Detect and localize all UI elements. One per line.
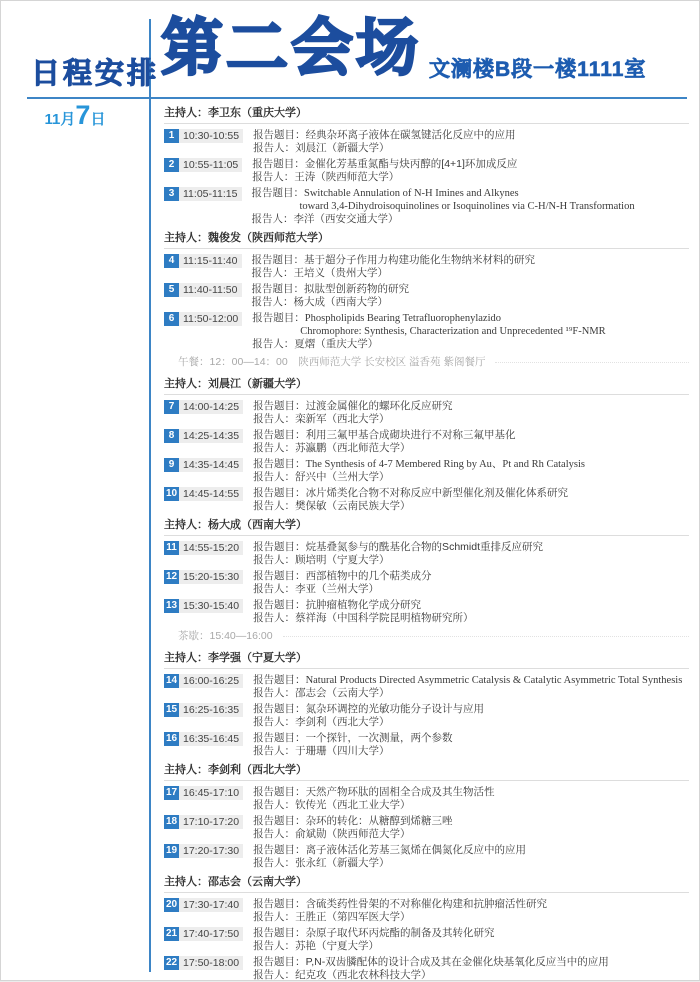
talk-speaker-text: 钦传光（西北工业大学） (295, 799, 411, 811)
talk-title-label: 报告题目： (253, 541, 306, 553)
item-time (164, 487, 243, 501)
item-details (252, 283, 690, 309)
talk-speaker-text: 蔡祥海（中国科学院昆明植物研究所） (295, 612, 474, 624)
talk-speaker-text: 于珊珊（四川大学） (295, 745, 390, 757)
item-number-badge: 13 (165, 600, 178, 611)
item-time (164, 187, 242, 201)
talk-title-text: 一个探针，一次测量，两个参数 (305, 732, 453, 744)
item-time (164, 400, 243, 414)
talk-speaker-label: 报告人： (253, 969, 296, 981)
item-time-range: 16:00-16:25 (183, 675, 240, 687)
item-details (253, 487, 689, 513)
talk-title-text: 抗肿瘤植物化学成分研究 (305, 599, 422, 611)
session-section (164, 229, 689, 373)
talk-speaker (252, 338, 689, 351)
schedule-item (164, 927, 689, 953)
item-time (164, 254, 242, 268)
schedule-item (164, 844, 689, 870)
talk-title-label: 报告题目： (253, 927, 306, 939)
talk-speaker-label: 报告人： (253, 745, 296, 757)
talk-title-label: 报告题目： (253, 732, 306, 744)
lunch-break: 午餐：12：00—14：00 陕西师范大学 长安校区 溢香苑 紫阁餐厅 (164, 354, 689, 373)
item-time-range: 17:50-18:00 (183, 957, 240, 969)
schedule-item (164, 158, 689, 184)
item-time-range: 10:55-11:05 (183, 159, 239, 171)
item-time-range: 16:25-16:35 (183, 704, 240, 716)
item-details (253, 956, 689, 982)
talk-speaker-text: 李亚（兰州大学） (295, 583, 380, 595)
talk-title (253, 400, 689, 413)
talk-speaker-label: 报告人： (253, 583, 296, 595)
talk-title (252, 254, 690, 267)
item-number-badge: 17 (165, 787, 178, 798)
talk-title-label: 报告题目： (251, 187, 304, 199)
schedule-item (164, 956, 689, 982)
item-number-badge: 19 (165, 845, 178, 856)
date-day: 7 (75, 100, 91, 130)
item-time (164, 815, 243, 829)
talk-speaker (252, 267, 690, 280)
talk-speaker-text: 俞斌勋（陕西师范大学） (295, 828, 411, 840)
talk-speaker-text: 李剑利（西北大学） (295, 716, 390, 728)
talk-speaker (253, 799, 689, 812)
schedule-item (164, 703, 689, 729)
item-time (164, 458, 243, 472)
item-details (253, 570, 689, 596)
talk-title (253, 599, 689, 612)
schedule-item (164, 570, 689, 596)
talk-title-label: 报告题目： (253, 898, 306, 910)
item-time (164, 703, 243, 717)
item-time-range: 11:15-11:40 (183, 255, 238, 267)
talk-title-label: 报告题目： (253, 674, 306, 686)
item-number-badge: 16 (165, 733, 178, 744)
talk-speaker (252, 171, 689, 184)
talk-speaker-text: 王胜正（第四军医大学） (295, 911, 411, 923)
talk-speaker-text: 顾培明（宁夏大学） (295, 554, 390, 566)
item-details (252, 254, 690, 280)
talk-title (253, 844, 689, 857)
talk-title-label: 报告题目： (253, 570, 306, 582)
item-number-badge: 3 (164, 187, 179, 201)
session-section (164, 104, 689, 226)
item-time-range: 17:40-17:50 (183, 928, 240, 940)
talk-title (253, 703, 689, 716)
item-time (164, 674, 243, 688)
item-time-range: 11:40-11:50 (183, 284, 238, 296)
talk-speaker-label: 报告人： (253, 471, 296, 483)
talk-speaker (252, 213, 690, 226)
talk-speaker (253, 687, 689, 700)
item-details (253, 815, 689, 841)
date-suffix: 日 (90, 111, 106, 128)
talk-speaker (253, 857, 689, 870)
item-number-badge: 22 (165, 957, 178, 968)
talk-speaker-text: 苏瀛鹏（西北师范大学） (295, 442, 411, 454)
schedule-content (164, 104, 689, 981)
talk-speaker (253, 612, 689, 625)
talk-title-text: Natural Products Directed Asymmetric Catalysis & Catalytic Asymmetric Total Synthesis (305, 675, 683, 686)
talk-title-text: 基于超分子作用力构建功能化生物纳米材料的研究 (304, 254, 535, 266)
talk-title-label: 报告题目： (253, 400, 306, 412)
talk-title (252, 187, 690, 200)
session-chair: 主持人：李学强（宁夏大学） (164, 649, 689, 669)
item-time-range: 17:30-17:40 (183, 899, 240, 911)
talk-speaker-text: 刘晨江（新疆大学） (295, 142, 390, 154)
talk-speaker (253, 911, 689, 924)
schedule-item (164, 487, 689, 513)
talk-title-label: 报告题目： (253, 956, 306, 968)
page-title: 第二会场 (161, 14, 422, 83)
talk-title (253, 898, 689, 911)
session-section (164, 873, 689, 982)
talk-title (253, 458, 689, 471)
talk-speaker-text: 王培义（贵州大学） (293, 267, 388, 279)
item-details (253, 732, 689, 758)
talk-title-label: 报告题目： (253, 815, 306, 827)
item-number-badge: 12 (165, 571, 178, 582)
item-time-range: 16:45-17:10 (183, 787, 240, 799)
item-details (253, 429, 689, 455)
schedule-item (164, 312, 689, 351)
item-details (253, 400, 689, 426)
talk-title-text: 天然产物环肽的固相全合成及其生物活性 (305, 786, 495, 798)
talk-title (253, 129, 689, 142)
schedule-item (164, 898, 689, 924)
talk-speaker-label: 报告人： (253, 500, 296, 512)
talk-speaker-text: 杨大成（西南大学） (293, 296, 388, 308)
talk-speaker-label: 报告人： (253, 612, 296, 624)
item-details (252, 312, 689, 351)
session-chair: 主持人：邵志会（云南大学） (164, 873, 689, 893)
session-chair: 主持人：李卫东（重庆大学） (164, 104, 689, 124)
item-time-range: 10:30-10:55 (183, 130, 240, 142)
corner-label: 日程安排 (31, 58, 160, 90)
talk-title-text: 含硫类药性骨架的不对称催化构建和抗肿瘤活性研究 (305, 898, 548, 910)
talk-speaker (253, 583, 689, 596)
schedule-item (164, 429, 689, 455)
item-time (164, 956, 243, 970)
item-details (253, 844, 689, 870)
talk-title-text: 杂环的转化：从糖醇到烯糖三唑 (305, 815, 453, 827)
item-details (253, 927, 689, 953)
talk-title-label: 报告题目： (252, 312, 305, 324)
item-details (253, 129, 689, 155)
talk-speaker-text: 樊保敏（云南民族大学） (295, 500, 411, 512)
item-time (164, 541, 243, 555)
date-month: 11月 (44, 111, 76, 128)
item-time-range: 14:25-14:35 (183, 430, 240, 442)
session-chair: 主持人：杨大成（西南大学） (164, 516, 689, 536)
schedule-item (164, 815, 689, 841)
schedule-item (164, 129, 689, 155)
item-number-badge: 7 (164, 400, 179, 414)
talk-speaker-text: 李洋（西安交通大学） (293, 213, 399, 225)
session-section (164, 516, 689, 647)
talk-title-text: The Synthesis of 4-7 Membered Ring by Au、Pt and Rh Catalysis (305, 459, 585, 470)
item-number-badge: 1 (164, 129, 179, 143)
talk-speaker-text: 王涛（陕西师范大学） (294, 171, 400, 183)
tea-break: 茶歇：15:40—16:00 (164, 628, 689, 647)
talk-title-label: 报告题目： (253, 487, 306, 499)
talk-speaker (253, 500, 689, 513)
talk-title-text: Switchable Annulation of N-H Imines and Alkynes (304, 188, 519, 199)
talk-title (253, 927, 689, 940)
schedule-item (164, 187, 689, 226)
schedule-item (164, 599, 689, 625)
talk-speaker-label: 报告人： (251, 296, 294, 308)
divider-horizontal (27, 97, 687, 99)
talk-title-label: 报告题目： (252, 158, 305, 170)
talk-title (253, 570, 689, 583)
item-time (164, 898, 243, 912)
item-time (164, 283, 242, 297)
talk-speaker-label: 报告人： (253, 828, 296, 840)
item-number-badge: 18 (165, 816, 178, 827)
item-time (164, 927, 243, 941)
item-number-badge: 4 (164, 254, 179, 268)
item-time (164, 312, 242, 326)
item-time-range: 16:35-16:45 (183, 733, 240, 745)
talk-title-label: 报告题目： (251, 283, 304, 295)
item-details (253, 599, 689, 625)
item-time-range: 15:20-15:30 (183, 571, 240, 583)
talk-title-line2: Chromophore: Synthesis, Characterization and Unprecedented ¹⁹F-NMR (300, 326, 606, 337)
talk-title (253, 429, 689, 442)
talk-title (253, 541, 689, 554)
talk-title-text: 离子液体活化芳基三氮烯在偶氮化反应中的应用 (305, 844, 527, 856)
item-number-badge: 14 (165, 675, 178, 686)
talk-title (252, 312, 689, 325)
talk-speaker (253, 745, 689, 758)
schedule-item (164, 674, 689, 700)
talk-speaker-text: 邵志会（云南大学） (295, 687, 390, 699)
talk-title-text: 经典杂环离子液体在碳氢键活化反应中的应用 (305, 129, 516, 141)
talk-title-text: Phospholipids Bearing Tetrafluorophenylazido (304, 313, 501, 324)
talk-title-text: 烷基叠氮参与的酰基化合物的Schmidt重排反应研究 (305, 541, 543, 553)
item-details (253, 703, 689, 729)
talk-title-label: 报告题目： (253, 599, 306, 611)
talk-title-text: 冰片烯类化合物不对称反应中新型催化剂及催化体系研究 (305, 487, 569, 499)
talk-title-label: 报告题目： (253, 786, 306, 798)
talk-speaker-label: 报告人： (251, 213, 294, 225)
talk-title-text: 利用三氟甲基合成砌块进行不对称三氟甲基化 (305, 429, 516, 441)
item-time (164, 129, 243, 143)
talk-speaker-label: 报告人： (253, 442, 296, 454)
session-section (164, 761, 689, 870)
schedule-item (164, 254, 689, 280)
talk-title-text: 西部植物中的几个萜类成分 (305, 570, 432, 582)
session-section (164, 649, 689, 758)
talk-title (253, 732, 689, 745)
talk-title (253, 815, 689, 828)
item-number-badge: 2 (164, 158, 179, 172)
talk-speaker-text: 栾新军（西北大学） (295, 413, 390, 425)
schedule-item (164, 786, 689, 812)
talk-speaker-label: 报告人： (253, 716, 296, 728)
talk-speaker-label: 报告人： (251, 267, 294, 279)
item-number-badge: 10 (165, 488, 178, 499)
talk-speaker (253, 969, 689, 982)
item-time-range: 11:05-11:15 (183, 188, 238, 200)
item-time-range: 14:45-14:55 (183, 488, 240, 500)
item-details (253, 898, 689, 924)
item-number-badge: 9 (164, 458, 179, 472)
talk-title-label: 报告题目： (253, 458, 306, 470)
item-details (253, 458, 689, 484)
talk-speaker (252, 296, 690, 309)
item-time (164, 429, 243, 443)
item-time (164, 570, 243, 584)
room-label: 文澜楼B段一楼1111室 (429, 58, 647, 81)
talk-speaker (253, 142, 689, 155)
talk-speaker (253, 554, 689, 567)
talk-speaker-label: 报告人： (253, 857, 296, 869)
item-time-range: 14:00-14:25 (183, 401, 240, 413)
item-time (164, 599, 243, 613)
talk-title-text: 氮杂环调控的光敏功能分子设计与应用 (305, 703, 485, 715)
talk-speaker-label: 报告人： (253, 413, 296, 425)
talk-speaker-label: 报告人： (253, 687, 296, 699)
talk-title-text: P,N-双齿膦配体的设计合成及其在金催化炔基氧化反应当中的应用 (305, 956, 609, 968)
schedule-item (164, 541, 689, 567)
item-details (253, 674, 689, 700)
talk-title-text: 金催化芳基重氮酯与炔丙醇的[4+1]环加成反应 (304, 158, 518, 170)
talk-speaker-label: 报告人： (252, 338, 295, 350)
talk-title (252, 158, 689, 171)
item-number-badge: 11 (164, 541, 179, 555)
talk-speaker-label: 报告人： (252, 171, 295, 183)
talk-speaker-label: 报告人： (253, 554, 296, 566)
talk-title-line2: toward 3,4-Dihydroisoquinolines or Isoquinolines via C-H/N-H Transformation (299, 201, 635, 212)
schedule-item (164, 458, 689, 484)
talk-speaker-text: 舒兴中（兰州大学） (295, 471, 390, 483)
talk-speaker (253, 940, 689, 953)
talk-title-label: 报告题目： (253, 703, 306, 715)
item-time-range: 14:35-14:45 (183, 459, 240, 471)
talk-title-text: 杂原子取代环丙烷酯的制备及其转化研究 (305, 927, 495, 939)
talk-speaker-label: 报告人： (253, 940, 296, 952)
talk-title (253, 956, 689, 969)
date-label (1, 102, 149, 129)
talk-title-text: 过渡金属催化的螺环化反应研究 (305, 400, 453, 412)
item-time-range: 11:50-12:00 (183, 313, 239, 325)
item-number-badge: 8 (164, 429, 179, 443)
schedule-item (164, 283, 689, 309)
talk-title (253, 786, 689, 799)
item-time-range: 17:10-17:20 (183, 816, 240, 828)
talk-speaker (253, 716, 689, 729)
session-chair: 主持人：刘晨江（新疆大学） (164, 375, 689, 395)
talk-title (252, 283, 690, 296)
talk-title-label: 报告题目： (251, 254, 304, 266)
talk-speaker-text: 夏熠（重庆大学） (294, 338, 379, 350)
item-number-badge: 15 (165, 704, 178, 715)
talk-speaker-label: 报告人： (253, 142, 296, 154)
item-number-badge: 21 (165, 928, 178, 939)
talk-speaker (253, 442, 689, 455)
item-time (164, 786, 243, 800)
schedule-item (164, 732, 689, 758)
talk-speaker-text: 苏艳（宁夏大学） (295, 940, 380, 952)
item-time-range: 14:55-15:20 (183, 542, 240, 554)
item-details (253, 786, 689, 812)
item-number-badge: 5 (164, 283, 179, 297)
item-time-range: 15:30-15:40 (183, 600, 240, 612)
header-title-group (161, 3, 646, 95)
talk-title-label: 报告题目： (253, 129, 306, 141)
talk-title (253, 674, 689, 687)
talk-title (253, 487, 689, 500)
item-time-range: 17:20-17:30 (183, 845, 240, 857)
item-details (252, 158, 689, 184)
item-number-badge: 20 (165, 899, 178, 910)
talk-title-text: 拟肽型创新药物的研究 (304, 283, 409, 295)
item-time (164, 732, 243, 746)
talk-speaker (253, 828, 689, 841)
talk-title-label: 报告题目： (253, 844, 306, 856)
talk-speaker-text: 纪克攻（西北农林科技大学） (295, 969, 432, 981)
talk-speaker-label: 报告人： (253, 799, 296, 811)
session-section (164, 375, 689, 513)
item-time (164, 158, 242, 172)
talk-title-label: 报告题目： (253, 429, 306, 441)
session-chair: 主持人：魏俊发（陕西师范大学） (164, 229, 689, 249)
talk-speaker-label: 报告人： (253, 911, 296, 923)
talk-speaker-text: 张永红（新疆大学） (295, 857, 390, 869)
item-number-badge: 6 (164, 312, 179, 326)
item-details (253, 541, 689, 567)
item-time (164, 844, 243, 858)
talk-speaker (253, 413, 689, 426)
session-chair: 主持人：李剑利（西北大学） (164, 761, 689, 781)
divider-vertical (149, 19, 151, 972)
talk-speaker (253, 471, 689, 484)
schedule-item (164, 400, 689, 426)
item-details (252, 187, 690, 226)
